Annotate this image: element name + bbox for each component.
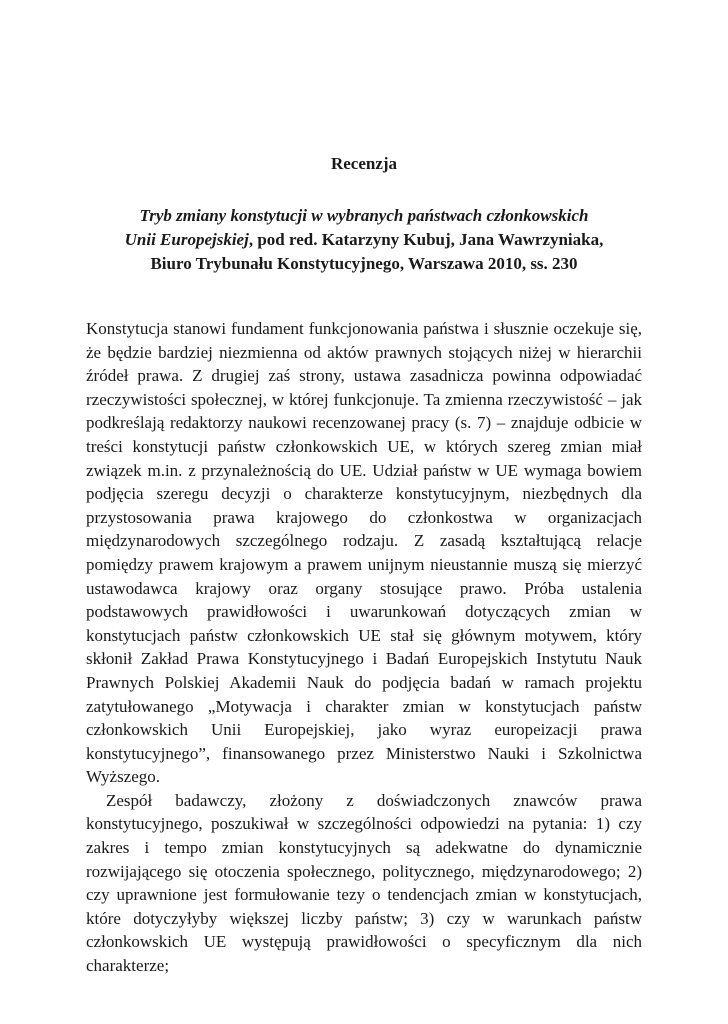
- publisher-text: Biuro Trybunału Konstytucyjnego, Warszawa 2010, ss. 230: [150, 254, 578, 273]
- review-title: [86, 204, 642, 276]
- section-label: Recenzja: [330, 154, 398, 173]
- book-title-part2: Unii Europejskiej: [124, 230, 249, 249]
- paragraph-2: Zespół badawczy, złożony z doświadczonych znawców prawa konstytucyjnego, poszukiwał w szczególności odpowiedzi na pytania: 1) czy zakres i tempo zmian konstytucyjnych są adekwatne do dynamicznie rozwijającego się otoczenia społecznego, politycznego, międzynarodowego; 2) czy uprawnione jest formułowanie tezy o tendencjach zmian w konstytucjach, które dotyczyłyby większej liczby państw; 3) czy w warunkach państw członkowskich UE występują prawidłowości o specyficznym dla nich charakterze;: [86, 790, 642, 976]
- review-body: [86, 317, 642, 978]
- paragraph-1: Konstytucja stanowi fundament funkcjonowania państwa i słusznie oczekuje się, że będzie bardziej niezmienna od aktów prawnych stojących niżej w hierarchii źródeł prawa. Z drugiej zaś strony, ustawa zasadnicza powinna odpowiadać rzeczywistości społecznej, w której funkcjonuje. Ta zmienna rzeczywistość – jak podkreślają redaktorzy naukowi recenzowanej pracy (s. 7) – znajduje odbicie w treści konstytucji państw członkowskich UE, w których szereg zmian miał związek m.in. z przynależnością do UE. Udział państw w UE wymaga bowiem podjęcia szeregu decyzji o charakterze konstytucyjnym, niezbędnych dla przystosowania prawa krajowego do członkostwa w organizacjach międzynarodowych szczególnego rodzaju. Z zasadą kształtującą relacje pomiędzy prawem krajowym a prawem unijnym nieustannie muszą się mierzyć ustawodawca krajowy oraz organy stosujące prawo. Próba ustalenia podstawowych prawidłowości i uwarunkowań dotyczących zmian w konstytucjach państw członkowskich UE stał się głównym motywem, który skłonił Zakład Prawa Konstytucyjnego i Badań Europejskich Instytutu Nauk Prawnych Polskiej Akademii Nauk do podjęcia badań w ramach projektu zatytułowanego „Motywacja i charakter zmian w konstytucjach państw członkowskich Unii Europejskiej, jako wyraz europeizacji prawa konstytucyjnego”, finansowanego przez Ministerstwo Nauki i Szkolnictwa Wyższego.: [86, 319, 642, 787]
- book-title-part1: Tryb zmiany konstytucji w wybranych państwach członkowskich: [139, 206, 589, 225]
- review-header: [86, 152, 642, 276]
- editors-text: , pod red. Katarzyny Kubuj, Jana Wawrzyniaka,: [248, 230, 604, 249]
